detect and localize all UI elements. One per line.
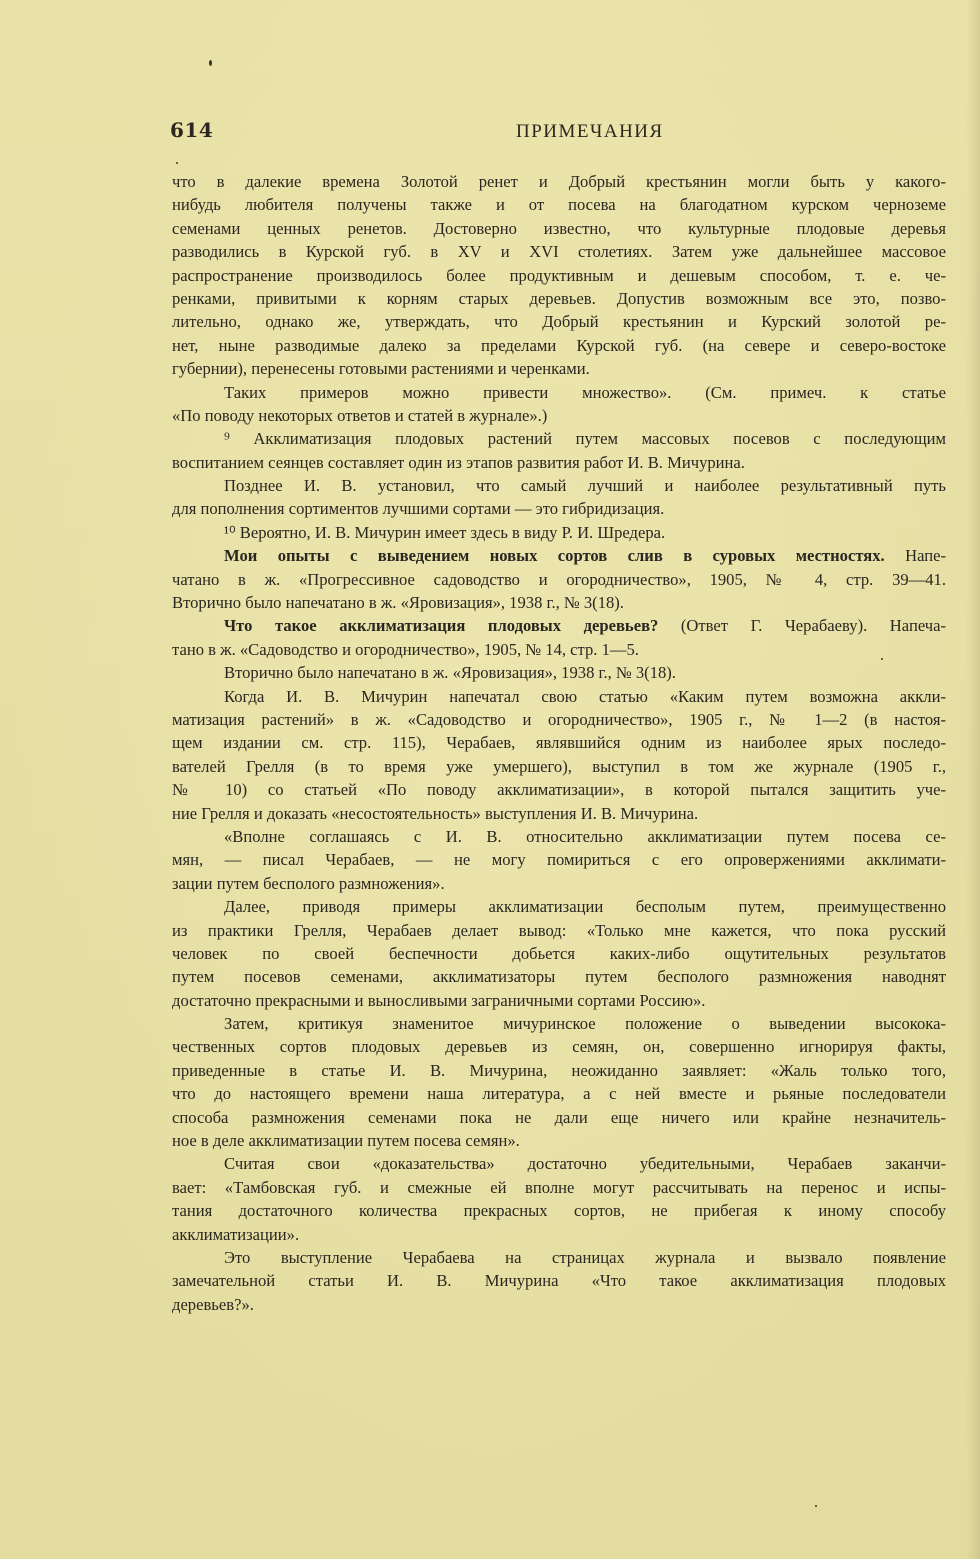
line-text: Таких примеров можно привести множество». (См. примеч. к статье — [224, 382, 946, 402]
text-line — [172, 919, 946, 942]
text-line — [172, 1223, 946, 1246]
text-line — [172, 404, 946, 427]
text-line — [172, 451, 946, 474]
text-line — [172, 1106, 946, 1129]
line-text: лительно, однако же, утверждать, что Добрый крестьянин и Курский золотой ре- — [172, 312, 946, 332]
text-line — [172, 357, 946, 380]
text-line — [172, 872, 946, 895]
line-text: Это выступление Черабаева на страницах журнала и вызвало появление — [224, 1247, 946, 1267]
text-line — [172, 1199, 946, 1222]
article-title: Мои опыты с выведением новых сортов слив в суровых местностях. — [224, 546, 885, 566]
text-line — [172, 708, 946, 731]
page-edge-shadow — [966, 0, 980, 1559]
text-line — [172, 1152, 946, 1175]
line-text: зации путем бесполого размножения». — [172, 873, 445, 893]
line-text: щем издании см. стр. 115), Черабаев, являвшийся одним из наиболее ярых последо- — [172, 733, 946, 753]
line-text: «Вполне соглашаясь с И. В. относительно акклиматизации путем посева се- — [224, 826, 946, 846]
text-line — [172, 544, 946, 567]
line-text: ¹⁰ Вероятно, И. В. Мичурин имеет здесь в виду Р. И. Шредера. — [224, 522, 666, 542]
line-text: для пополнения сортиментов лучшими сортами — это гибридизация. — [172, 499, 665, 519]
line-text: Затем, критикуя знаменитое мичуринское положение о выведении высокока- — [224, 1014, 946, 1034]
text-line — [172, 1082, 946, 1105]
print-speck — [815, 1505, 817, 1507]
text-line — [172, 685, 946, 708]
text-line — [172, 521, 946, 544]
text-line — [172, 474, 946, 497]
line-text: тано в ж. «Садоводство и огородничество», 1905, № 14, стр. 1—5. — [172, 639, 639, 659]
line-text: Вторично было напечатано в ж. «Яровизация», 1938 г., № 3(18). — [172, 593, 624, 613]
text-line — [172, 989, 946, 1012]
line-text: Далее, приводя примеры акклиматизации бесполым путем, преимущественно — [224, 897, 946, 917]
text-line — [172, 334, 946, 357]
line-text: Считая свои «доказательства» достаточно убедительными, Черабаев заканчи- — [224, 1154, 946, 1174]
text-line — [172, 614, 946, 637]
line-text: достаточно прекрасными и выносливыми заграничными сортами Россию». — [172, 990, 706, 1010]
line-text: Позднее И. В. установил, что самый лучший и наиболее результативный путь — [224, 476, 946, 496]
line-text: тания достаточного количества прекрасных сортов, не прибегая к иному способу — [172, 1201, 946, 1221]
line-text: семенами ценных ренетов. Достоверно известно, что культурные плодовые деревья — [172, 218, 946, 238]
page-number: 614 — [170, 118, 214, 142]
line-text: путем посевов семенами, акклиматизаторы путем бесполого размножения наводнят — [172, 967, 946, 987]
line-text: Вторично было напечатано в ж. «Яровизация», 1938 г., № 3(18). — [224, 663, 676, 683]
running-head: ПРИМЕЧАНИЯ — [516, 121, 664, 142]
line-text: мян, — писал Черабаев, — не могу помириться с его опровержениями акклимати- — [172, 850, 946, 870]
line-text: № 10) со статьей «По поводу акклиматизации», в которой пытался защитить уче- — [172, 780, 946, 800]
line-text: чатано в ж. «Прогрессивное садоводство и огородничество», 1905, № 4, стр. 39—41. — [172, 569, 946, 589]
text-line — [172, 965, 946, 988]
page-header — [170, 118, 948, 150]
text-line — [172, 755, 946, 778]
line-text: (Ответ Г. Черабаеву). Напеча- — [658, 616, 946, 636]
text-line — [172, 427, 946, 450]
text-line — [172, 942, 946, 965]
text-line — [172, 1293, 946, 1316]
line-text: акклиматизации». — [172, 1224, 300, 1244]
text-line — [172, 802, 946, 825]
text-line — [172, 1246, 946, 1269]
notes-text — [172, 170, 946, 1316]
text-line — [172, 193, 946, 216]
line-text: ренками, привитыми к корням старых деревьев. Допустив возможным все это, позво- — [172, 288, 946, 308]
text-line — [172, 1176, 946, 1199]
text-line — [172, 778, 946, 801]
line-text: деревьев?». — [172, 1294, 254, 1314]
text-line — [172, 170, 946, 193]
line-text: ⁹ Акклиматизация плодовых растений путем массовых посевов с последующим — [224, 429, 946, 449]
text-line — [172, 240, 946, 263]
text-line — [172, 638, 946, 661]
text-line — [172, 731, 946, 754]
text-line — [172, 1269, 946, 1292]
text-line — [172, 661, 946, 684]
line-text: губернии), перенесены готовыми растениями и черенками. — [172, 359, 590, 379]
line-text: распространение производилось более продуктивным и дешевым способом, т. е. че- — [172, 265, 946, 285]
line-text: нет, ныне разводимые далеко за пределами Курской губ. (на севере и северо-востоке — [172, 335, 946, 355]
line-text: разводились в Курской губ. в XV и XVI столетиях. Затем уже дальнейшее массовое — [172, 242, 946, 262]
text-line — [172, 848, 946, 871]
line-text: Напе- — [884, 546, 946, 566]
line-text: нибудь любителя получены также и от посева на благодатном курском черноземе — [172, 195, 946, 215]
article-title: Что такое акклиматизация плодовых деревьев? — [224, 616, 659, 636]
text-line — [172, 591, 946, 614]
line-text: Когда И. В. Мичурин напечатал свою статью «Каким путем возможна аккли- — [224, 686, 946, 706]
line-text: вателей Грелля (в то время уже умершего), выступил в том же журнале (1905 г., — [172, 756, 946, 776]
line-text: ное в деле акклиматизации путем посева семян». — [172, 1131, 520, 1151]
text-line — [172, 568, 946, 591]
line-text: «По поводу некоторых ответов и статей в журнале».) — [172, 405, 548, 425]
text-line — [172, 381, 946, 404]
line-text: чественных сортов плодовых деревьев из семян, он, совершенно игнорируя факты, — [172, 1037, 946, 1057]
text-line — [172, 825, 946, 848]
text-line — [172, 1059, 946, 1082]
line-text: что в далекие времена Золотой ренет и Добрый крестьянин могли быть у какого- — [172, 172, 946, 191]
line-text: человек по своей беспечности добьется каких-либо ощутительных результатов — [172, 943, 946, 963]
print-speck — [209, 60, 212, 66]
text-line — [172, 497, 946, 520]
text-line — [172, 895, 946, 918]
line-text: матизация растений» в ж. «Садоводство и огородничество», 1905 г., № 1—2 (в настоя- — [172, 709, 946, 729]
line-text: ние Грелля и доказать «несостоятельность» выступления И. В. Мичурина. — [172, 803, 699, 823]
line-text: замечательной статьи И. В. Мичурина «Что такое акклиматизация плодовых — [172, 1271, 946, 1291]
text-line — [172, 1012, 946, 1035]
line-text: что до настоящего времени наша литература, а с ней вместе и рьяные последователи — [172, 1084, 946, 1104]
line-text: приведенные в статье И. В. Мичурина, неожиданно заявляет: «Жаль только того, — [172, 1060, 946, 1080]
text-line — [172, 264, 946, 287]
text-line — [172, 1129, 946, 1152]
text-line — [172, 310, 946, 333]
line-text: вает: «Тамбовская губ. и смежные ей вполне могут рассчитывать на перенос и испы- — [172, 1177, 946, 1197]
text-line — [172, 217, 946, 240]
print-speck — [176, 162, 178, 164]
text-line — [172, 287, 946, 310]
text-line — [172, 1035, 946, 1058]
line-text: из практики Грелля, Черабаев делает вывод: «Только мне кажется, что пока русский — [172, 920, 946, 940]
line-text: способа размножения семенами пока не дали еще ничего или крайне незначитель- — [172, 1107, 946, 1127]
line-text: воспитанием сеянцев составляет один из этапов развития работ И. В. Мичурина. — [172, 452, 745, 472]
